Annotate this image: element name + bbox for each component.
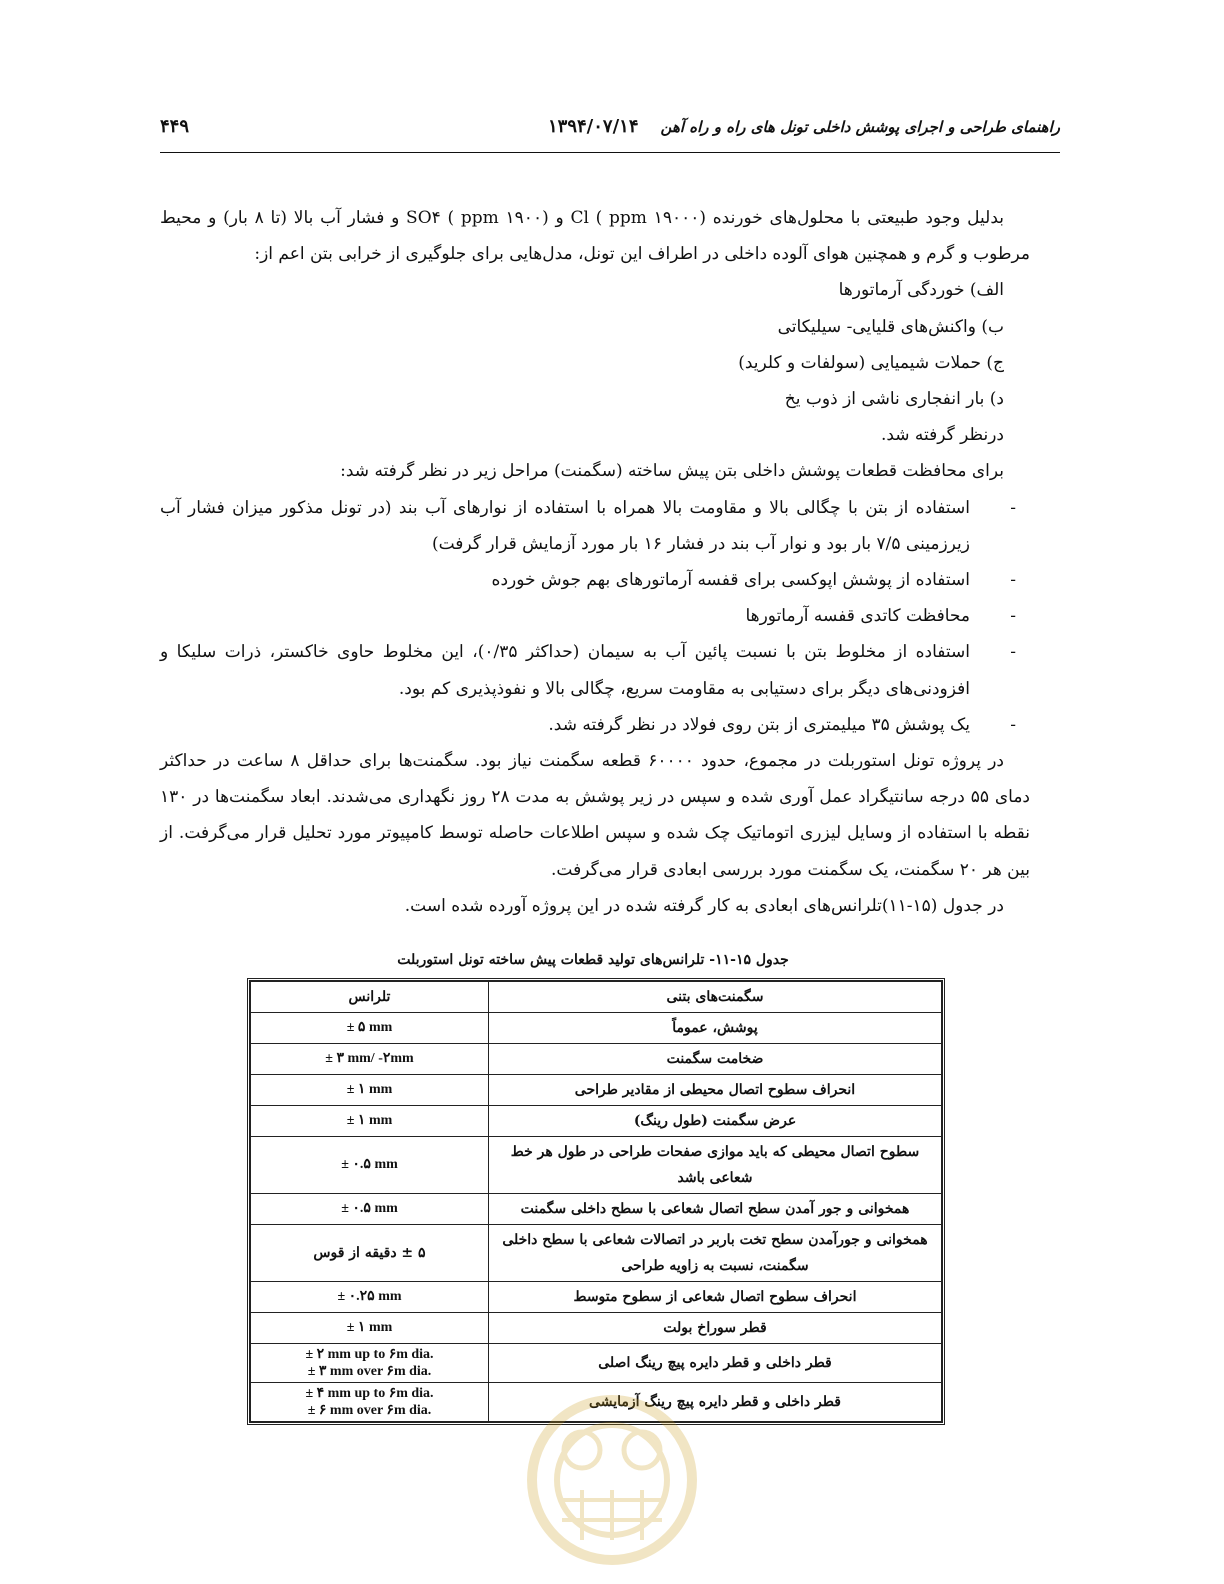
considered-text: درنظر گرفته شد.	[880, 425, 1004, 446]
row-item: پوشش، عموماً	[489, 1013, 942, 1044]
row-tolerance	[251, 1383, 489, 1422]
row-item: قطر داخلی و قطر دایره پیچ رینگ آزمایشی	[489, 1383, 942, 1422]
row-item: عرض سگمنت (طول رینگ)	[489, 1106, 942, 1137]
row-item: انحراف سطوح اتصال شعاعی از سطوح متوسط	[489, 1282, 942, 1313]
row-tolerance: ± ۵ mm	[251, 1013, 489, 1044]
protection-item: - استفاده از مخلوط بتن با نسبت پائین آب به سیمان (حداکثر ۰/۳۵)، این مخلوط حاوی خاکستر، ذرات سلیکا و افزودنی‌های دیگر برای دستیابی به مقاومت سریع، چگالی بالا و نفوذپذیری کم بود.	[160, 634, 1030, 706]
protection-item: - محافظت کاتدی قفسه آرماتورها	[160, 598, 1030, 634]
project-paragraph: در پروژه تونل استوربلت در مجموع، حدود ۶۰۰۰۰ قطعه سگمنت نیاز بود. سگمنت‌ها برای حداقل ۸ ساعت در حداکثر دمای ۵۵ درجه سانتیگراد عمل آوری شده و سپس در زیر پوشش به مدت ۲۸ روز نگهداری می‌شدند. ابعاد سگمنت‌ها در ۱۳۰ نقطه با استفاده از وسایل لیزری اتوماتیک چک شده و سپس اطلاعات حاصله توسط کامپیوتر مورد تحلیل قرار می‌گرفت. از بین هر ۲۰ سگمنت، یک سگمنت مورد بررسی ابعادی قرار می‌گرفت.	[160, 751, 1030, 880]
header-tolerance: تلرانس	[251, 982, 489, 1013]
protection-item: - استفاده از پوشش اپوکسی برای قفسه آرماتورهای بهم جوش خورده	[160, 562, 1030, 598]
row-tolerance: ± ۱ mm	[251, 1313, 489, 1344]
row-tolerance	[251, 1344, 489, 1383]
protection-intro: برای محافظت قطعات پوشش داخلی بتن پیش ساخته (سگمنت) مراحل زیر در نظر گرفته شد:	[340, 461, 1004, 482]
row-item: قطر سوراخ بولت	[489, 1313, 942, 1344]
row-tolerance: ± ۱ mm	[251, 1106, 489, 1137]
header-title: راهنمای طراحی و اجرای پوشش داخلی تونل های راه و راه آهن	[660, 118, 1060, 136]
header-divider	[160, 152, 1060, 153]
table-row	[251, 1225, 942, 1282]
table-row	[251, 1282, 942, 1313]
list-item-d: د) بار انفجاری ناشی از ذوب یخ	[784, 389, 1004, 410]
table-header-row	[251, 982, 942, 1013]
header-segments: سگمنت‌های بتنی	[489, 982, 942, 1013]
table-row	[251, 1106, 942, 1137]
tolerance-line: ± ۳ mm over ۶m dia.	[307, 1364, 432, 1379]
row-tolerance: ± ۱ mm	[251, 1075, 489, 1106]
table-row	[251, 1044, 942, 1075]
table-row	[251, 1344, 942, 1383]
table-reference: در جدول (۱۵-۱۱)تلرانس‌های ابعادی به کار گرفته شده در این پروژه آورده شده است.	[404, 895, 1004, 916]
page-number: ۴۴۹	[160, 116, 190, 137]
row-tolerance: ± ۳ mm/ -۲mm	[251, 1044, 489, 1075]
tolerance-table	[247, 978, 945, 1425]
table-row	[251, 1194, 942, 1225]
seal-watermark-icon	[492, 1380, 732, 1580]
document-body	[160, 200, 1030, 924]
list-item-a: الف) خوردگی آرماتورها	[838, 280, 1004, 301]
row-item: همخوانی و جور آمدن سطح اتصال شعاعی با سطح داخلی سگمنت	[489, 1194, 942, 1225]
page-header	[160, 118, 1060, 148]
tolerance-line: ± ۴ mm up to ۶m dia.	[305, 1386, 434, 1401]
header-date: ۱۳۹۴/۰۷/۱۴	[548, 116, 639, 137]
protection-item: - استفاده از بتن با چگالی بالا و مقاومت بالا همراه با استفاده از نوارهای آب بند (در تونل مذکور میزان فشار آب زیرزمینی ۷/۵ بار بود و نوار آب بند در فشار ۱۶ بار مورد آزمایش قرار گرفت)	[160, 490, 1030, 562]
row-tolerance: ± ۰.۲۵ mm	[251, 1282, 489, 1313]
table-row	[251, 1075, 942, 1106]
intro-paragraph: بدلیل وجود طبیعتی با محلول‌های خورنده Cl ( ppm ۱۹۰۰۰) و SO۴ ( ppm ۱۹۰۰) و فشار آب بالا (تا ۸ بار) و محیط مرطوب و گرم و همچنین هوای آلوده داخلی در اطراف این تونل، مدل‌هایی برای جلوگیری از خرابی بتن اعم از:	[160, 208, 1030, 265]
table-row	[251, 1137, 942, 1194]
row-tolerance: ± ۰.۵ mm	[251, 1194, 489, 1225]
row-item: قطر داخلی و قطر دایره پیچ رینگ اصلی	[489, 1344, 942, 1383]
row-tolerance: ± ۰.۵ mm	[251, 1137, 489, 1194]
list-item-b: ب) واکنش‌های قلیایی- سیلیکاتی	[777, 316, 1004, 337]
protection-item: - یک پوشش ۳۵ میلیمتری از بتن روی فولاد در نظر گرفته شد.	[160, 707, 1030, 743]
table-caption: جدول ۱۵-۱۱- تلرانس‌های تولید قطعات پیش ساخته تونل استوربلت	[397, 952, 789, 968]
tolerance-line: ± ۶ mm over ۶m dia.	[307, 1403, 432, 1418]
table-row	[251, 1313, 942, 1344]
row-item: ضخامت سگمنت	[489, 1044, 942, 1075]
row-tolerance: ۵ ± دقیقه از قوس	[251, 1225, 489, 1282]
row-item: همخوانی و جورآمدن سطح تخت باربر در اتصالات شعاعی با سطح داخلی سگمنت، نسبت به زاویه طراحی	[489, 1225, 942, 1282]
row-item: سطوح اتصال محیطی که باید موازی صفحات طراحی در طول هر خط شعاعی باشد	[489, 1137, 942, 1194]
list-item-c: ج) حملات شیمیایی (سولفات و کلرید)	[738, 352, 1004, 373]
protection-list	[160, 490, 1030, 743]
tolerance-line: ± ۲ mm up to ۶m dia.	[305, 1347, 434, 1362]
row-item: انحراف سطوح اتصال محیطی از مقادیر طراحی	[489, 1075, 942, 1106]
table-row	[251, 1013, 942, 1044]
